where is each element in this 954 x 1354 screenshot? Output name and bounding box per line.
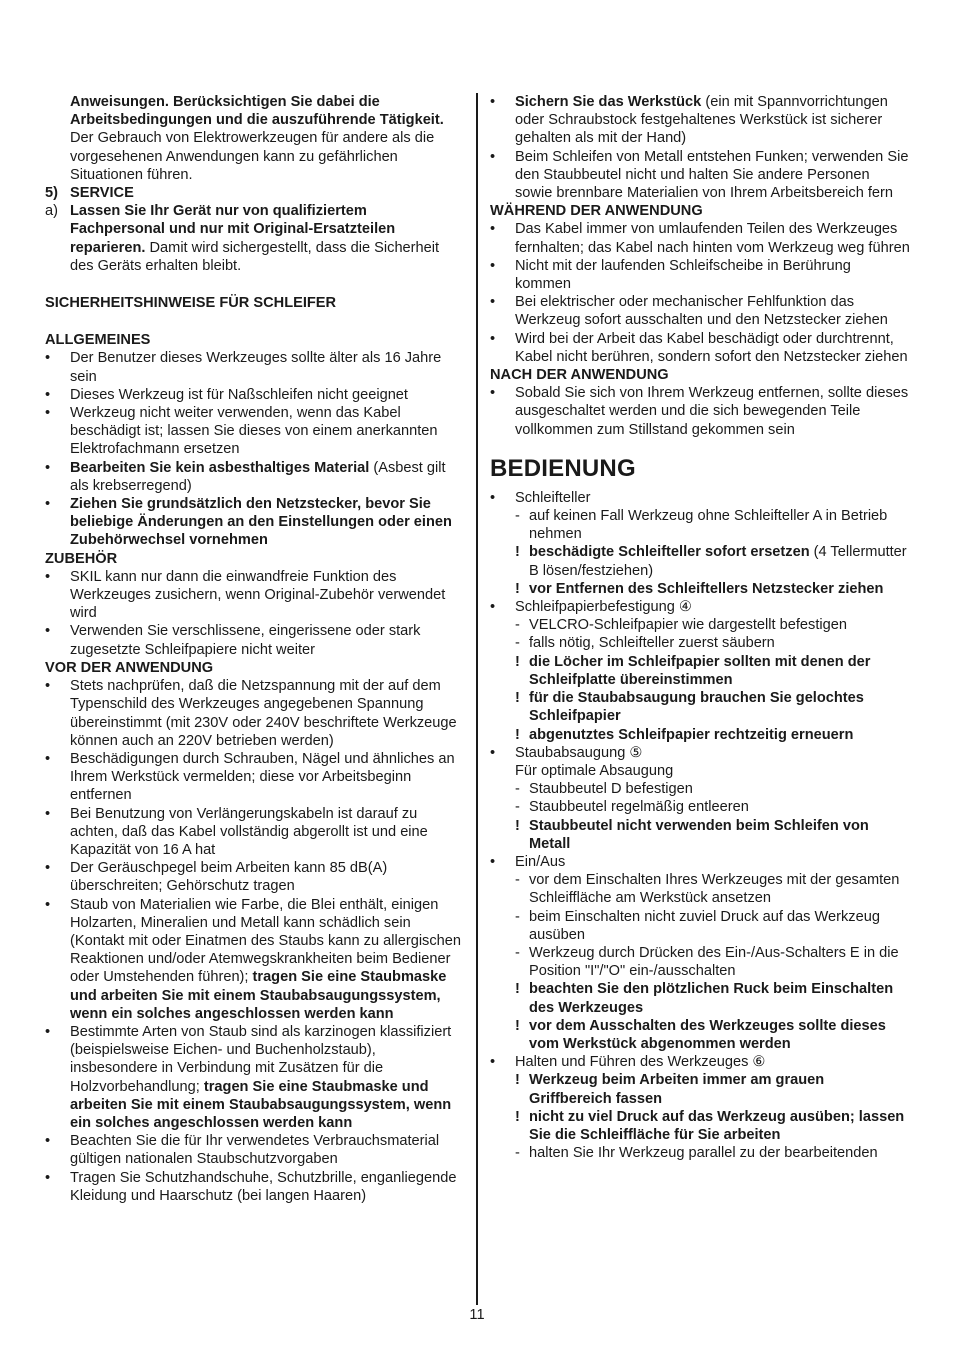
sub-item-text: Werkzeug durch Drücken des Ein-/Aus-Schalters E in die Position "I"/"O" ein-/ausschalten <box>529 944 899 980</box>
operation-sub-item <box>490 871 910 907</box>
list-item <box>45 495 465 550</box>
list-item <box>45 750 465 805</box>
sub-item-bold: Staubbeutel nicht verwenden beim Schleifen von Metall <box>529 817 869 852</box>
operation-sub-item <box>490 1017 910 1053</box>
list-item <box>490 148 910 203</box>
intro-text: Der Gebrauch von Elektrowerkzeugen für andere als die vorgesehenen Anwendungen kann zu gefährlichen Situationen führen. <box>70 130 435 183</box>
list-item-text: Das Kabel immer von umlaufenden Teilen des Werkzeuges fernhalten; das Kabel nach hinten vom Werkzeug weg führen <box>515 221 910 256</box>
sub-item-marker: - <box>515 799 520 816</box>
after-use-list <box>490 384 910 439</box>
bullet-marker: • <box>490 257 496 274</box>
list-item-text: Beschädigungen durch Schrauben, Nägel und ähnliches an Ihrem Werkstück vermelden; diese vor Arbeitsbeginn entfernen <box>70 750 455 804</box>
list-item <box>45 349 465 385</box>
sub-item-marker: - <box>515 617 520 634</box>
sub-item-bold: vor Entfernen des Schleiftellers Netzstecker ziehen <box>529 580 884 597</box>
sub-item-bold: Werkzeug beim Arbeiten immer am grauen Griffbereich fassen <box>529 1072 825 1107</box>
sub-item-text: halten Sie Ihr Werkzeug parallel zu der bearbeitenden <box>529 1145 878 1162</box>
bullet-marker: • <box>490 744 496 761</box>
sub-item-text: vor dem Einschalten Ihres Werkzeuges mit der gesamten Schleiffläche am Werkstück ansetzen <box>529 872 900 907</box>
list-item-text: Nicht mit der laufenden Schleifscheibe in Berührung kommen <box>515 257 851 293</box>
sub-item-bold: beschädigte Schleifteller sofort ersetzen <box>529 544 810 561</box>
operation-section-title: Ein/Aus <box>515 853 566 870</box>
list-item-text: Stets nachprüfen, daß die Netzspannung mit der auf dem Typenschild des Werkzeuges angegebenen Spannung übereinstimmt (mit 230V oder 240V beschriftete Werkzeuge können auch an 220V betrieben werden) <box>70 678 457 749</box>
operation-section <box>490 853 910 871</box>
bullet-marker: • <box>45 1133 51 1150</box>
sub-item-marker: - <box>515 1145 520 1162</box>
service-item-bold: Lassen Sie Ihr Gerät nur von qualifiziertem Fachpersonal und nur mit Original-Ersatzteilen reparieren. <box>70 203 396 256</box>
bullet-marker: • <box>45 1023 51 1040</box>
list-item <box>490 220 910 256</box>
bullet-marker: • <box>490 1054 496 1071</box>
sub-item-text: Staubbeutel D befestigen <box>529 781 693 798</box>
sub-item-text: VELCRO-Schleifpapier wie dargestellt befestigen <box>529 617 847 634</box>
bullet-marker: • <box>45 805 51 822</box>
list-item-text: Tragen Sie Schutzhandschuhe, Schutzbrille, enganliegende Kleidung und Haarschutz (bei langen Haaren) <box>70 1169 457 1204</box>
sub-item-marker: ! <box>515 1072 520 1089</box>
operation-title: BEDIENUNG <box>490 454 636 482</box>
operation-section <box>490 489 910 507</box>
bullet-marker: • <box>45 459 51 476</box>
sub-item-text: beim Einschalten nicht zuviel Druck auf das Werkzeug ausüben <box>529 908 880 943</box>
list-item-text: SKIL kann nur dann die einwandfreie Funktion des Werkzeuges zusichern, wenn Original-Zubehör verwendet wird <box>70 568 446 622</box>
list-item <box>45 1023 465 1132</box>
sub-item-marker: ! <box>515 690 520 707</box>
operation-sub-item <box>490 653 910 689</box>
bullet-marker: • <box>45 896 51 913</box>
list-item-text: Verwenden Sie verschlissene, eingerissene oder stark zugesetzte Schleifpapiere nicht weiter <box>70 623 421 658</box>
list-item-bold: tragen Sie eine Staubmaske und arbeiten Sie mit einem Staubabsaugungssystem, wenn ein solches angeschlossen werden kann <box>70 969 447 1022</box>
operation-sub-item <box>490 908 910 944</box>
list-item <box>45 404 465 459</box>
accessories-heading: ZUBEHÖR <box>45 550 118 567</box>
general-heading: ALLGEMEINES <box>45 332 151 349</box>
list-item-text: Wird bei der Arbeit das Kabel beschädigt oder durchtrennt, Kabel nicht berühren, sondern sofort den Netzstecker ziehen <box>515 330 908 365</box>
service-title: SERVICE <box>70 185 134 202</box>
service-item-marker: a) <box>45 203 58 220</box>
service-item-text: Damit wird sichergestellt, dass die Sicherheit des Geräts erhalten bleibt. <box>70 239 440 274</box>
operation-sub-item <box>490 616 910 634</box>
operation-sub-item <box>490 689 910 725</box>
list-item-text: Beim Schleifen von Metall entstehen Funken; verwenden Sie den Staubbeutel nicht und halten Sie andere Personen sowie brennbare Materialien von Ihrem Arbeitsbereich fern <box>515 148 909 202</box>
list-item <box>490 293 910 329</box>
sub-item-marker: - <box>515 908 520 925</box>
before-use-heading: VOR DER ANWENDUNG <box>45 659 214 676</box>
bullet-marker: • <box>45 860 51 877</box>
page-number: 11 <box>469 1307 485 1323</box>
list-item-text: Der Geräuschpegel beim Arbeiten kann 85 dB(A) überschreiten; Gehörschutz tragen <box>70 860 388 895</box>
during-use-heading: WÄHREND DER ANWENDUNG <box>490 203 703 220</box>
list-item-text: Bestimmte Arten von Staub sind als karzinogen klassifiziert (beispielsweise Eichen- und Buchenholzstaub), insbesondere in Verbindung mit Zusätzen für die Holzvorbehandlung; <box>70 1023 452 1095</box>
operation-sub-item <box>490 1108 910 1144</box>
sub-item-marker: - <box>515 944 520 961</box>
list-item <box>45 386 465 404</box>
sub-item-bold: beachten Sie den plötzlichen Ruck beim Einschalten des Werkzeuges <box>529 981 894 1016</box>
list-item-text: Sobald Sie sich von Ihrem Werkzeug entfernen, sollte dieses ausgeschaltet werden und die sich bewegenden Teile vollkommen zum Stillstand gekommen sein <box>515 385 909 438</box>
list-item <box>490 384 910 439</box>
bullet-marker: • <box>45 496 51 513</box>
sub-item-bold: abgenutztes Schleifpapier rechtzeitig erneuern <box>529 726 854 743</box>
safety-heading: SICHERHEITSHINWEISE FÜR SCHLEIFER <box>45 295 337 312</box>
list-item <box>45 896 465 1023</box>
operation-sub-item <box>490 726 910 744</box>
right-column <box>490 93 910 1162</box>
bullet-marker: • <box>45 386 51 403</box>
list-item-text: Bei Benutzung von Verlängerungskabeln ist darauf zu achten, daß das Kabel vollständig abgerollt ist und eine Kapazität von 16 A hat <box>70 805 428 858</box>
service-number: 5) <box>45 185 58 202</box>
operation-sub-item <box>490 780 910 798</box>
list-item <box>45 622 465 658</box>
list-item <box>45 859 465 895</box>
sub-item-marker: ! <box>515 580 520 597</box>
after-use-heading: NACH DER ANWENDUNG <box>490 367 669 384</box>
sub-item-bold: vor dem Ausschalten des Werkzeuges sollte dieses vom Werkstück abgenommen werden <box>529 1017 886 1052</box>
list-item <box>45 459 465 495</box>
sub-item-marker: ! <box>515 1017 520 1034</box>
sub-item-marker: ! <box>515 653 520 670</box>
during-use-list <box>490 220 910 366</box>
operation-sub-item <box>490 944 910 980</box>
bullet-marker: • <box>490 489 496 506</box>
bullet-marker: • <box>45 405 51 422</box>
sub-item-marker: ! <box>515 981 520 998</box>
bullet-marker: • <box>45 1169 51 1186</box>
bullet-marker: • <box>490 330 496 347</box>
list-item <box>45 1132 465 1168</box>
list-item <box>45 805 465 860</box>
sub-item-marker: - <box>515 635 520 652</box>
sub-item-text: (4 Tellermutter B lösen/festziehen) <box>529 544 907 579</box>
operation-sub-item <box>490 980 910 1016</box>
operation-sub-item <box>490 634 910 652</box>
service-item-a <box>45 202 465 275</box>
operation-sub-item <box>490 1071 910 1107</box>
list-item-text: (Asbest gilt als krebserregend) <box>70 459 446 494</box>
bullet-marker: • <box>490 148 496 165</box>
column-divider <box>476 93 478 1305</box>
sub-item-bold: die Löcher im Schleifpapier sollten mit denen der Schleifplatte übereinstimmen <box>529 653 871 688</box>
list-item-text: Bei elektrischer oder mechanischer Fehlfunktion das Werkzeug sofort ausschalten und den Netzstecker ziehen <box>515 294 888 329</box>
sub-item-text: Staubbeutel regelmäßig entleeren <box>529 799 749 816</box>
operation-sub-item <box>490 507 910 543</box>
list-item-text: Beachten Sie die für Ihr verwendetes Verbrauchsmaterial gültigen nationalen Staubschutzvorgaben <box>70 1133 440 1168</box>
sub-item-marker: - <box>515 872 520 889</box>
bullet-marker: • <box>490 853 496 870</box>
operation-sub-item <box>490 817 910 853</box>
operation-list <box>490 489 910 1163</box>
general-list <box>45 349 465 549</box>
list-item-text: Werkzeug nicht weiter verwenden, wenn das Kabel beschädigt ist; lassen Sie dieses von einem anerkannten Elektrofachmann ersetzen <box>70 405 438 458</box>
operation-section-title: Schleifteller <box>515 489 591 506</box>
bullet-marker: • <box>45 623 51 640</box>
operation-section <box>490 1053 910 1071</box>
workpiece-list <box>490 93 910 202</box>
intro-paragraph <box>45 93 465 184</box>
operation-sub-item <box>490 798 910 816</box>
left-column <box>45 93 465 1205</box>
list-item-bold: Ziehen Sie grundsätzlich den Netzstecker, bevor Sie beliebige Änderungen an den Einstellungen oder einen Zubehörwechsel vornehmen <box>70 496 452 549</box>
operation-sub-item <box>490 543 910 579</box>
list-item <box>490 93 910 148</box>
operation-section-title: Halten und Führen des Werkzeuges ⑥ <box>515 1054 766 1071</box>
operation-section-title: Schleifpapierbefestigung ④ <box>515 599 692 616</box>
list-item-bold: Sichern Sie das Werkstück <box>515 94 702 110</box>
bullet-marker: • <box>45 678 51 695</box>
bullet-marker: • <box>490 385 496 402</box>
operation-sub-item <box>490 580 910 598</box>
bullet-marker: • <box>45 750 51 767</box>
operation-sub-item <box>490 1144 910 1162</box>
operation-section <box>490 598 910 616</box>
intro-bold: Anweisungen. Berücksichtigen Sie dabei die Arbeitsbedingungen und die auszuführende Tätigkeit. <box>70 94 444 129</box>
bullet-marker: • <box>490 221 496 238</box>
list-item <box>490 330 910 366</box>
operation-section <box>490 744 910 762</box>
operation-section-title: Staubabsaugung ⑤ <box>515 744 643 761</box>
list-item-text: (ein mit Spannvorrichtungen oder Schraubstock festgehaltenes Werkstück ist sicherer gehalten als mit der Hand) <box>515 94 888 147</box>
list-item <box>45 568 465 623</box>
sub-item-marker: ! <box>515 726 520 743</box>
sub-item-bold: für die Staubabsaugung brauchen Sie gelochtes Schleifpapier <box>529 690 864 725</box>
list-item-bold: tragen Sie eine Staubmaske und arbeiten Sie mit einem Staubabsaugungssystem, wenn ein solches angeschlossen werden kann <box>70 1078 452 1131</box>
sub-item-text: falls nötig, Schleifteller zuerst säubern <box>529 635 775 652</box>
list-item <box>490 257 910 293</box>
sub-item-marker: ! <box>515 817 520 834</box>
bullet-marker: • <box>490 94 496 110</box>
bullet-marker: • <box>490 294 496 311</box>
service-heading <box>45 184 465 202</box>
operation-section-note: Für optimale Absaugung <box>515 762 674 779</box>
sub-item-bold: nicht zu viel Druck auf das Werkzeug ausüben; lassen Sie die Schleiffläche für Sie arbeiten <box>529 1108 905 1143</box>
list-item-text: Der Benutzer dieses Werkzeuges sollte älter als 16 Jahre sein <box>70 350 442 385</box>
sub-item-text: auf keinen Fall Werkzeug ohne Schleifteller A in Betrieb nehmen <box>529 508 888 543</box>
before-use-list <box>45 677 465 1205</box>
sub-item-marker: - <box>515 781 520 798</box>
sub-item-marker: ! <box>515 1108 520 1125</box>
list-item-text: Dieses Werkzeug ist für Naßschleifen nicht geeignet <box>70 386 408 403</box>
bullet-marker: • <box>45 568 51 585</box>
sub-item-marker: ! <box>515 544 520 561</box>
sub-item-marker: - <box>515 508 520 525</box>
list-item <box>45 1169 465 1205</box>
list-item-text: Staub von Materialien wie Farbe, die Blei enthält, einigen Holzarten, Mineralien und Metall kann schädlich sein (Kontakt mit oder Einatmen des Staubs kann zu allergischen Reaktionen und/oder Atemwegskrankheiten beim Bediener oder Umstehenden führen); <box>70 896 462 986</box>
list-item <box>45 677 465 750</box>
bullet-marker: • <box>45 350 51 367</box>
bullet-marker: • <box>490 599 496 616</box>
accessories-list <box>45 568 465 659</box>
list-item-bold: Bearbeiten Sie kein asbesthaltiges Material <box>70 459 370 476</box>
